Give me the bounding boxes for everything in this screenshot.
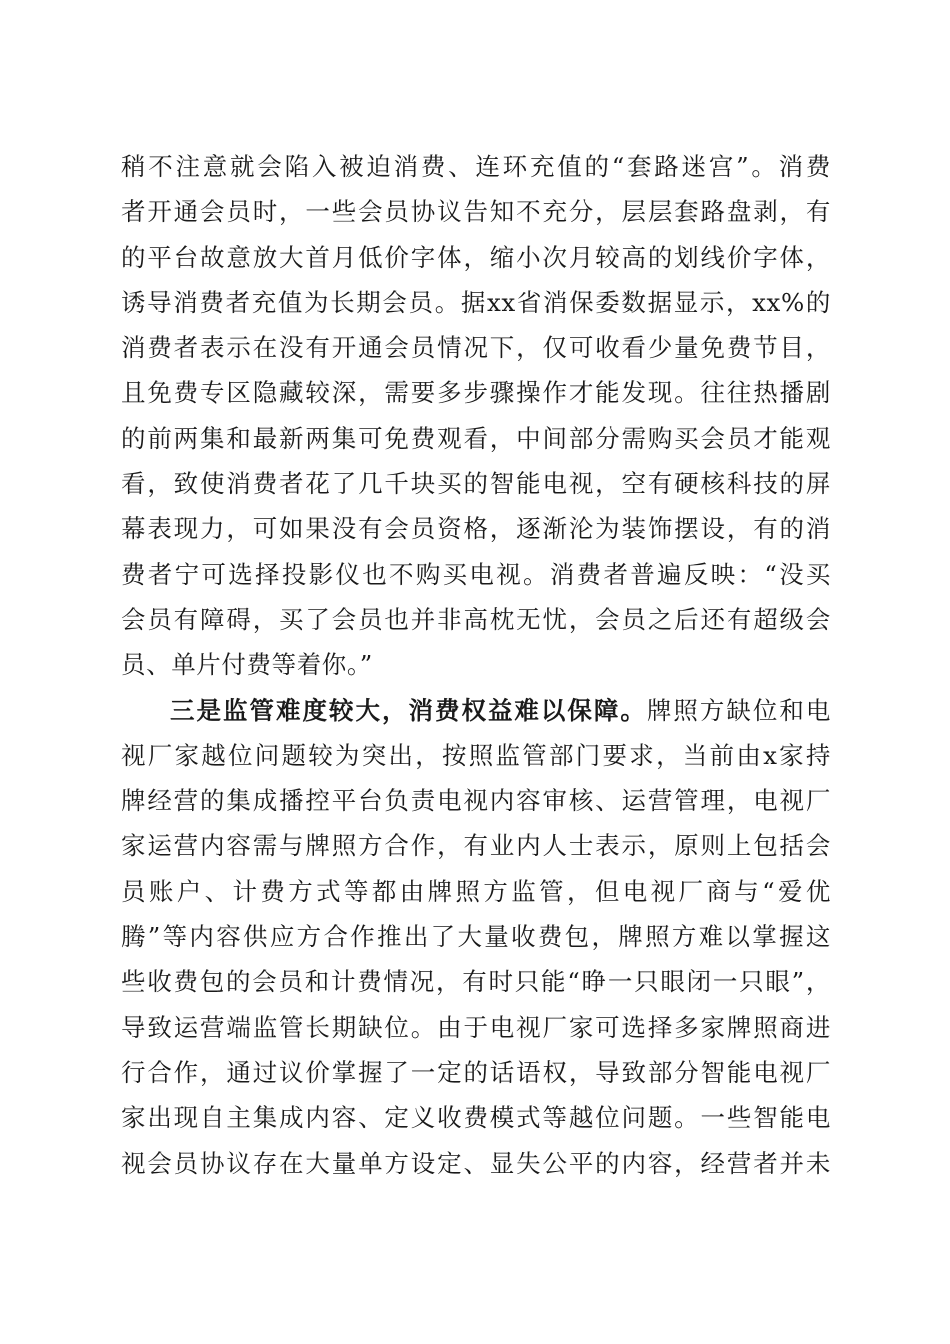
text-line: 会员有障碍，买了会员也并非高枕无忧，会员之后还有超级会: [121, 604, 831, 634]
text-line: 行合作，通过议价掌握了一定的话语权，导致部分智能电视厂: [121, 1057, 831, 1087]
text-line: 导致运营端监管长期缺位。由于电视厂家可选择多家牌照商进: [121, 1012, 831, 1042]
paragraph-1: [121, 144, 831, 688]
text-line: 牌经营的集成播控平台负责电视内容审核、运营管理，电视厂: [121, 786, 831, 816]
text-line: 员账户、计费方式等都由牌照方监管，但电视厂商与“爱优: [121, 876, 831, 906]
text-line: 幕表现力，可如果没有会员资格，逐渐沦为装饰摆设，有的消: [121, 514, 831, 544]
paragraph-2: [121, 688, 831, 1186]
text-line: 视厂家越位问题较为突出，按照监管部门要求，当前由x家持: [121, 740, 831, 770]
text-line: 家运营内容需与牌照方合作，有业内人士表示，原则上包括会: [121, 831, 831, 861]
text-line: 视会员协议存在大量单方设定、显失公平的内容，经营者并未: [121, 1148, 831, 1178]
paragraph-2-first-line: [121, 688, 831, 733]
text-line: 者开通会员时，一些会员协议告知不充分，层层套路盘剥，有: [121, 197, 831, 227]
text-line: 员、单片付费等着你。”: [121, 650, 373, 680]
text-line: 稍不注意就会陷入被迫消费、连环充值的“套路迷宫”。消费: [121, 152, 831, 181]
text-line: 的平台故意放大首月低价字体，缩小次月较高的划线价字体，: [121, 242, 831, 272]
text-line: 诱导消费者充值为长期会员。据xx省消保委数据显示，xx%的: [121, 287, 831, 317]
text-line: 且免费专区隐藏较深，需要多步骤操作才能发现。往往热播剧: [121, 378, 831, 408]
body-text: [121, 144, 831, 1186]
paragraph-lead-heading: 三是监管难度较大，消费权益难以保障。: [170, 695, 647, 725]
text-line: 的前两集和最新两集可免费观看，中间部分需购买会员才能观: [121, 423, 831, 453]
text-line: 家出现自主集成内容、定义收费模式等越位问题。一些智能电: [121, 1103, 831, 1133]
text-line: 些收费包的会员和计费情况，有时只能“睁一只眼闭一只眼”，: [121, 967, 831, 997]
paragraph-2-first-line-rest: 牌照方缺位和电: [646, 695, 831, 725]
text-line: 看，致使消费者花了几千块买的智能电视，空有硬核科技的屏: [121, 469, 831, 499]
text-line: 腾”等内容供应方合作推出了大量收费包，牌照方难以掌握这: [121, 922, 831, 952]
text-line: 费者宁可选择投影仪也不购买电视。消费者普遍反映：“没买: [121, 559, 831, 589]
text-line: 消费者表示在没有开通会员情况下，仅可收看少量免费节目，: [121, 333, 831, 363]
